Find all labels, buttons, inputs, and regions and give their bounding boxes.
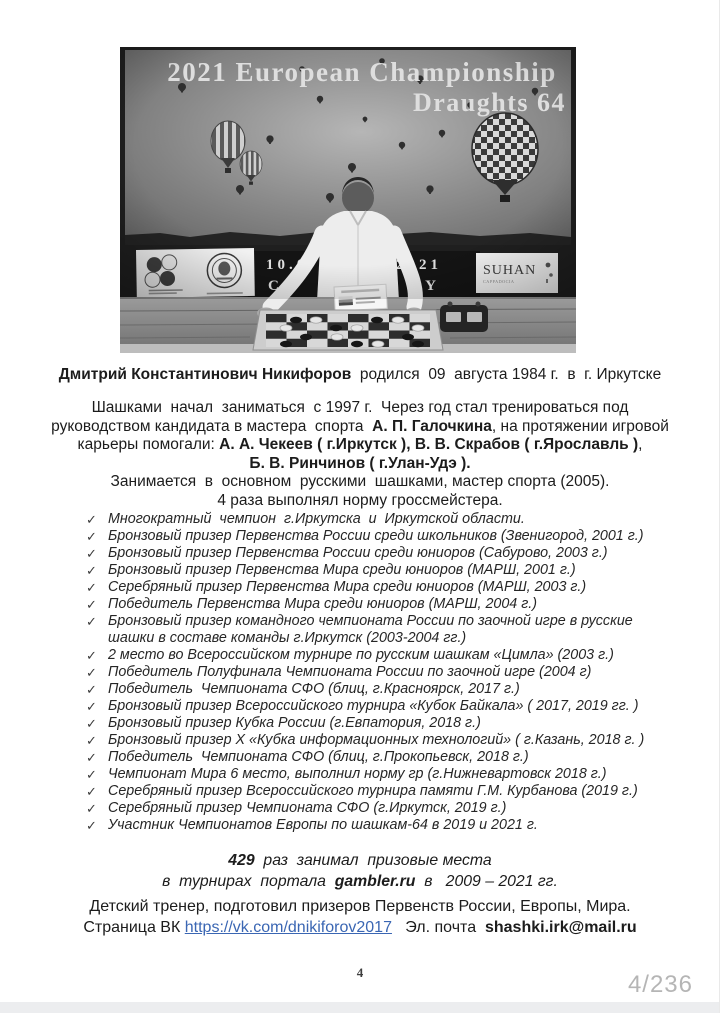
checkmark-icon: ✓ <box>86 512 97 527</box>
viewer-page-indicator: 4/236 <box>627 971 693 998</box>
achievement-text: Бронзовый призер X «Кубка информационных технологий» ( г.Казань, 2018 г. ) <box>108 732 645 748</box>
birth-info: родился 09 августа 1984 г. в г. Иркутске <box>351 366 662 383</box>
checkmark-icon: ✓ <box>86 682 97 697</box>
achievement-item <box>86 698 661 715</box>
prize-highlight <box>0 851 720 892</box>
bio-line-3: карьеры помогали: А. А. Чекеев ( г.Иркутск ), В. В. Скрабов ( г.Ярославль ), <box>77 436 643 454</box>
photo-scene <box>120 47 576 353</box>
achievement-text: Победитель Чемпионата СФО (блиц, г.Красноярск, 2017 г.) <box>108 681 520 697</box>
achievement-text: Бронзовый призер Первенства России среди школьников (Звенигород, 2001 г.) <box>108 528 644 544</box>
achievement-item <box>86 715 661 732</box>
achievement-item <box>86 596 661 613</box>
checkmark-icon: ✓ <box>86 801 97 816</box>
checkmark-icon: ✓ <box>86 716 97 731</box>
vk-link[interactable]: https://vk.com/dnikiforov2017 <box>184 918 392 936</box>
viewer-bottom-bar <box>0 1002 720 1013</box>
achievement-item <box>86 511 661 528</box>
achievement-item <box>86 545 661 562</box>
checkmark-icon: ✓ <box>86 563 97 578</box>
achievements-list <box>86 511 661 834</box>
trainer-line: Детский тренер, подготовил призеров Первенств России, Европы, Мира. <box>89 898 631 915</box>
achievement-item <box>86 647 661 664</box>
achievement-item <box>86 732 661 749</box>
achievement-item <box>86 664 661 681</box>
checkmark-icon: ✓ <box>86 580 97 595</box>
achievement-text: 2 место во Всероссийском турнире по русским шашкам «Цимла» (2003 г.) <box>108 647 614 663</box>
bio-paragraph <box>0 399 720 511</box>
achievement-item <box>86 681 661 698</box>
achievement-text: Серебряный призер Всероссийского турнира памяти Г.М. Курбанова (2019 г.) <box>108 783 638 799</box>
achievement-item <box>86 528 661 545</box>
achievement-item <box>86 817 661 834</box>
achievement-item <box>86 579 661 596</box>
achievement-item <box>86 562 661 579</box>
achievement-item <box>86 800 661 817</box>
achievement-item <box>86 749 661 766</box>
achievement-text: Бронзовый призер Первенства России среди юниоров (Сабурово, 2003 г.) <box>108 545 608 561</box>
bio-line-6: 4 раза выполнял норму гроссмейстера. <box>217 491 503 509</box>
checkmark-icon: ✓ <box>86 614 97 629</box>
checkmark-icon: ✓ <box>86 733 97 748</box>
achievement-text: Бронзовый призер Первенства Мира среди юниоров (МАРШ, 2001 г.) <box>108 562 576 578</box>
checkmark-icon: ✓ <box>86 597 97 612</box>
draughts-board <box>253 310 443 350</box>
bio-line-1: Шашками начал заниматься с 1997 г. Через год стал тренироваться под <box>91 399 629 416</box>
checkmark-icon: ✓ <box>86 784 97 799</box>
checkmark-icon: ✓ <box>86 546 97 561</box>
player-name: Дмитрий Константинович Никифоров <box>58 366 352 383</box>
prize-line-1: 429 раз занимал призовые места <box>228 852 492 869</box>
bio-line-4: Б. В. Ринчинов ( г.Улан-Удэ ). <box>249 454 471 472</box>
achievement-item <box>86 613 661 647</box>
checkmark-icon: ✓ <box>86 699 97 714</box>
trainer-info <box>0 897 720 938</box>
checkmark-icon: ✓ <box>86 818 97 833</box>
bio-line-5: Занимается в основном русскими шашками, мастер спорта (2005). <box>110 473 610 491</box>
game-clock <box>440 302 488 333</box>
achievement-text: Бронзовый призер Всероссийского турнира «Кубок Байкала» ( 2017, 2019 гг. ) <box>108 698 639 714</box>
achievement-item <box>86 766 661 783</box>
vignette <box>120 47 576 299</box>
contact-line <box>0 918 720 939</box>
checkmark-icon: ✓ <box>86 648 97 663</box>
achievement-text: Бронзовый призер Кубка России (г.Евпатория, 2018 г.) <box>108 715 481 731</box>
achievement-item <box>86 783 661 800</box>
player-photo <box>120 47 576 353</box>
achievement-text: Серебряный призер Чемпионата СФО (г.Иркутск, 2019 г.) <box>108 800 507 816</box>
bio-line-2: руководством кандидата в мастера спорта А. П. Галочкина, на протяжении игровой <box>51 417 669 435</box>
achievement-text: Многократный чемпион г.Иркутска и Иркутской области. <box>108 511 525 527</box>
checkmark-icon: ✓ <box>86 529 97 544</box>
achievement-text: Победитель Первенства Мира среди юниоров (МАРШ, 2004 г.) <box>108 596 538 612</box>
page-number: 4 <box>356 965 364 980</box>
email-label: Эл. почта <box>391 918 485 936</box>
achievement-text: Бронзовый призер командного чемпионата России по заочной игре в русские шашки в составе команды г.Иркутск (2003-2004 гг.) <box>108 613 637 646</box>
prize-count: 429 <box>228 852 255 869</box>
email-address: shashki.irk@mail.ru <box>484 918 637 936</box>
achievement-text: Чемпионат Мира 6 место, выполнил норму гр (г.Нижневартовск 2018 г.) <box>108 766 607 782</box>
checkmark-icon: ✓ <box>86 665 97 680</box>
achievement-text: Победитель Чемпионата СФО (блиц, г.Прокопьевск, 2018 г.) <box>108 749 529 765</box>
achievement-text: Победитель Полуфинала Чемпионата России по заочной игре (2004 г) <box>108 664 592 680</box>
achievement-text: Участник Чемпионатов Европы по шашкам-64 в 2019 и 2021 г. <box>108 817 538 833</box>
portal-name: gambler.ru <box>334 872 416 890</box>
achievement-text: Серебряный призер Первенства Мира среди юниоров (МАРШ, 2003 г.) <box>108 579 587 595</box>
vk-label: Страница ВК <box>83 918 185 936</box>
checkmark-icon: ✓ <box>86 767 97 782</box>
bio-birth-line <box>0 366 720 384</box>
checkmark-icon: ✓ <box>86 750 97 765</box>
prize-line-2: в турнирах портала gambler.ru в 2009 – 2021 гг. <box>162 872 558 890</box>
